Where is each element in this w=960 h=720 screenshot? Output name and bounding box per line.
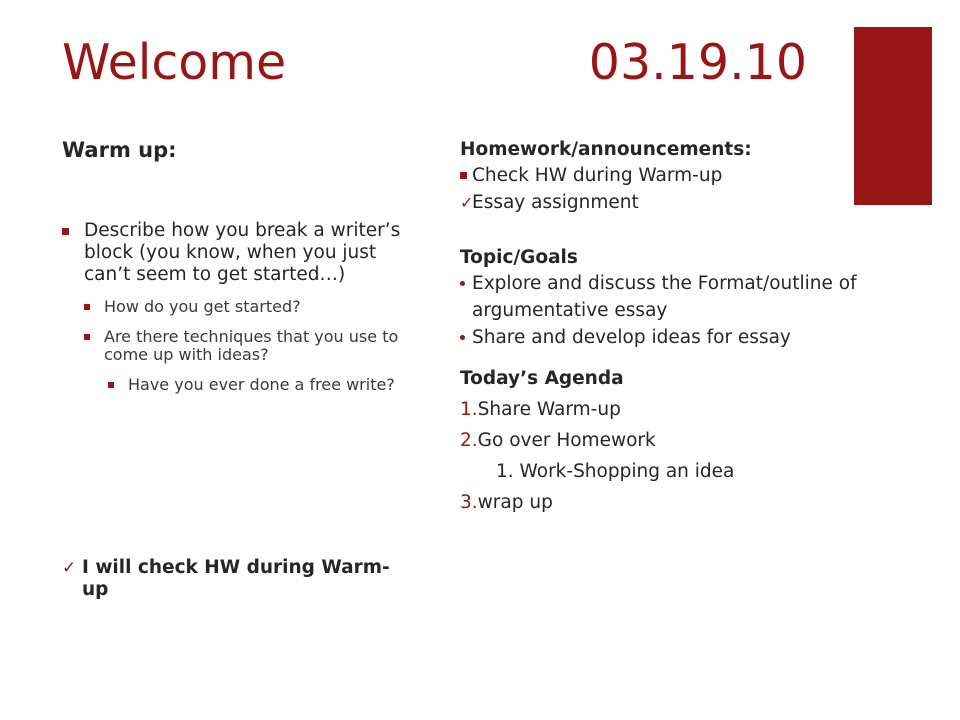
checkmark-icon: ✓ [460, 193, 474, 212]
square-bullet-icon [62, 228, 69, 235]
square-bullet-icon [84, 304, 90, 310]
agenda-item: 3.wrap up [460, 492, 553, 513]
title-welcome: Welcome [62, 34, 287, 91]
topic-item: Explore and discuss the Format/outline of argumentative essay [460, 270, 860, 324]
dot-bullet-icon [460, 335, 465, 340]
warm-up-main-item: Describe how you break a writer’s block (you know, when you just can’t seem to get started…) [62, 220, 407, 286]
square-bullet-icon [84, 334, 90, 340]
agenda-heading: Today’s Agenda [460, 368, 624, 389]
right-column [460, 138, 860, 518]
dot-bullet-icon [460, 281, 465, 286]
warm-up-column [62, 138, 407, 394]
checkmark-icon: ✓ [62, 558, 77, 578]
agenda-sub-item: 1. Work-Shopping an idea [496, 461, 735, 482]
warm-up-sub-sub-item: Have you ever done a free write? [62, 376, 407, 394]
homework-item: Check HW during Warm-up [460, 162, 860, 189]
slide-title [62, 36, 807, 90]
agenda-item: 1.Share Warm-up [460, 399, 621, 420]
warm-up-heading: Warm up: [62, 138, 177, 162]
agenda-item: 2.Go over Homework [460, 430, 656, 451]
homework-heading: Homework/announcements: [460, 139, 752, 160]
square-bullet-icon [108, 382, 114, 388]
homework-item: ✓ Essay assignment [460, 189, 860, 216]
topic-heading: Topic/Goals [460, 247, 578, 268]
check-hw-item: ✓ I will check HW during Warm-up [62, 557, 390, 600]
warm-up-sub-item: How do you get started? [62, 298, 407, 316]
accent-bar [854, 27, 932, 205]
title-date: 03.19.10 [588, 34, 807, 91]
warm-up-sub-item: Are there techniques that you use to come up with ideas? [62, 328, 407, 364]
square-bullet-icon [460, 172, 467, 179]
topic-item: Share and develop ideas for essay [460, 324, 860, 351]
